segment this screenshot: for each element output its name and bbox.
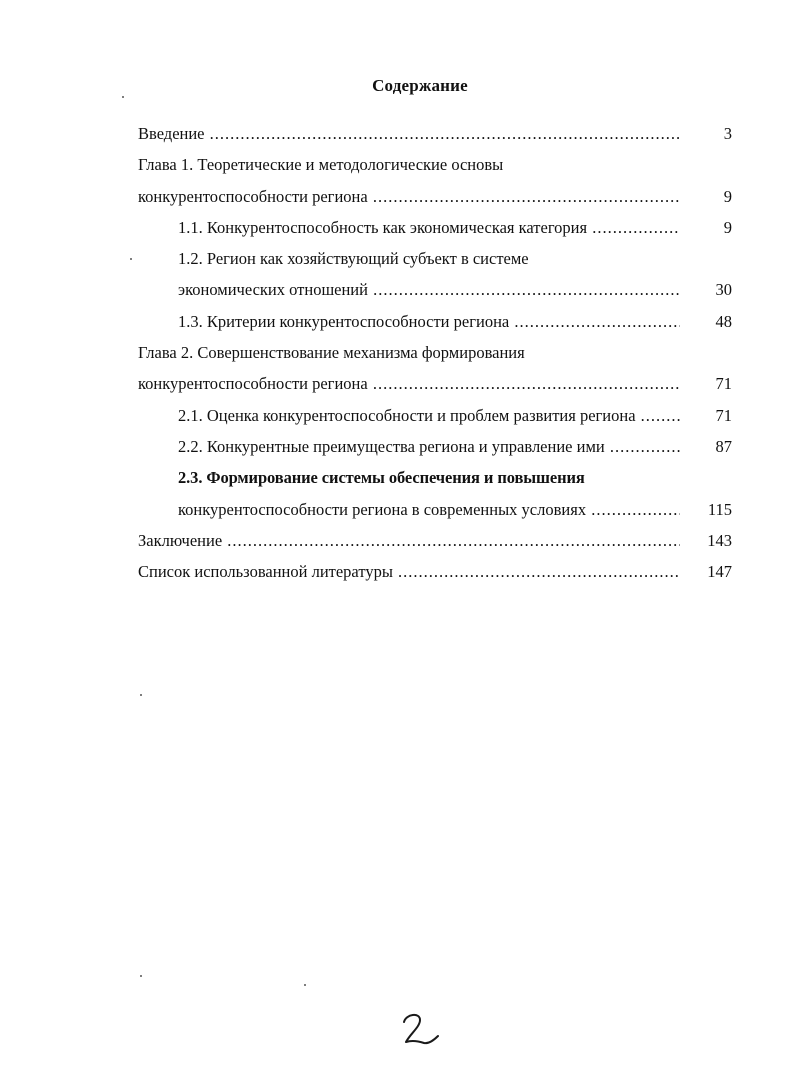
toc-entry-label: 2.1. Оценка конкурентоспособности и проблем развития региона ..... (178, 400, 680, 431)
toc-entry-page: 30 (715, 280, 732, 300)
toc-entry-page: 87 (715, 436, 732, 456)
toc-entry-page: 9 (723, 217, 732, 237)
toc-entry-label: Введение ..... (138, 118, 680, 149)
toc-entry-label: 1.1. Конкурентоспособность как экономическая категория ..... (178, 212, 680, 243)
toc-entry-section-1-3 (138, 306, 732, 337)
toc-entry-page: 48 (715, 311, 732, 331)
toc-entry-section-2-3-line-2 (138, 494, 732, 525)
toc-entry-page: 71 (715, 405, 732, 425)
scan-speck (140, 694, 142, 696)
toc-entry-label: Глава 2. Совершенствование механизма формирования (138, 343, 525, 363)
toc-entry-page: 115 (707, 499, 732, 519)
table-of-contents (138, 118, 732, 587)
toc-entry-introduction (138, 118, 732, 149)
toc-entry-chapter-1-line-2 (138, 181, 732, 212)
page-title: Содержание (372, 76, 468, 95)
toc-entry-section-2-1 (138, 400, 732, 431)
toc-entry-chapter-2-line-2 (138, 368, 732, 399)
scan-speck (130, 258, 132, 260)
toc-entry-label: Заключение ..... (138, 525, 680, 556)
toc-entry-label: 1.2. Регион как хозяйствующий субъект в системе (178, 249, 529, 269)
toc-entry-label: 2.2. Конкурентные преимущества региона и управление ими ..... (178, 431, 680, 462)
toc-entry-section-2-3-line-1 (138, 462, 732, 493)
toc-entry-label: Глава 1. Теоретические и методологические основы (138, 155, 504, 175)
toc-entry-page: 9 (723, 186, 732, 206)
toc-entry-section-2-2 (138, 431, 732, 462)
scan-speck (140, 975, 142, 977)
toc-entry-section-1-2-line-2 (138, 274, 732, 305)
toc-entry-label: конкурентоспособности региона в современных условиях ..... (178, 494, 680, 525)
toc-entry-chapter-1-line-1 (138, 149, 732, 180)
toc-entry-page: 147 (707, 562, 732, 582)
toc-entry-section-1-2-line-1 (138, 243, 732, 274)
toc-entry-section-1-1 (138, 212, 732, 243)
toc-entry-label: конкурентоспособности региона ..... (138, 181, 680, 212)
toc-entry-label: экономических отношений ..... (178, 274, 680, 305)
scan-speck (304, 984, 306, 986)
handwritten-page-number (398, 1010, 442, 1050)
toc-entry-bibliography (138, 556, 732, 587)
toc-entry-label: 1.3. Критерии конкурентоспособности региона ..... (178, 306, 680, 337)
toc-entry-label: 2.3. Формирование системы обеспечения и повышения (178, 468, 585, 488)
toc-entry-label: Список использованной литературы ..... (138, 556, 680, 587)
toc-entry-chapter-2-line-1 (138, 337, 732, 368)
toc-entry-page: 3 (723, 124, 732, 143)
toc-entry-conclusion (138, 525, 732, 556)
toc-entry-label: конкурентоспособности региона ..... (138, 368, 680, 399)
toc-entry-page: 71 (715, 374, 732, 394)
scan-speck (122, 96, 124, 98)
toc-entry-page: 143 (707, 530, 732, 550)
